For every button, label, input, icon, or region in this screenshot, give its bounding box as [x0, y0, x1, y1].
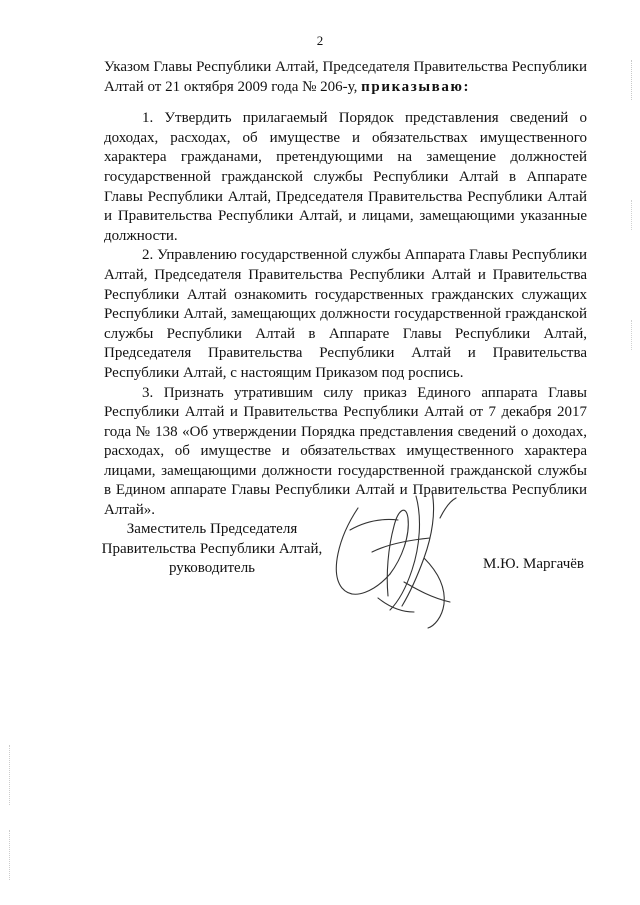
scan-edge-mark [9, 830, 11, 880]
scan-edge-mark [631, 60, 633, 100]
signer-name: М.Ю. Маргачёв [483, 556, 584, 572]
paragraph-1: 1. Утвердить прилагаемый Порядок представления сведений о доходах, расходах, об имуществе и обязательствах имущественного характера гражданами, претендующими на замещение должностей государственной гражданской службы Республики Алтай в Аппарате Главы Республики Алтай, Председателя Правительства Республики Алтай и Правительства Республики Алтай, и лицами, замещающими указанные должности. [104, 110, 587, 244]
paragraph-2: 2. Управлению государственной службы Аппарата Главы Республики Алтай, Председателя Правительства Республики Алтай и Правительства Республики Алтай ознакомить государственных гражданских служащих Республики Алтай, замещающих должности государственной гражданской службы Республики Алтай в Аппарате Главы Республики Алтай, Председателя Правительства Республики Алтай и Правительства Республики Алтай, с настоящим Приказом под роспись. [104, 247, 587, 381]
scan-edge-mark [631, 200, 633, 230]
scan-edge-mark [631, 320, 633, 350]
scan-edge-mark [9, 745, 11, 805]
document-body [104, 58, 587, 521]
signer-position [100, 520, 324, 579]
signer-position-line-3: руководитель [168, 560, 256, 577]
paragraph-3: 3. Признать утратившим силу приказ Единого аппарата Главы Республики Алтай и Правительства Республики Алтай от 7 декабря 2017 года № 138 «Об утверждении Порядка представления сведений о доходах, расходах, об имуществе и обязательствах имущественного характера лицами, замещающими должности государственной гражданской службы в Едином аппарате Главы Республики Алтай и Правительства Республики Алтай». [104, 384, 587, 519]
order-keyword: приказываю: [361, 78, 471, 95]
signer-position-line-2: Правительства Республики Алтай, [101, 540, 323, 557]
intro-text: Указом Главы Республики Алтай, Председателя Правительства Республики Алтай от 21 октября 2009 года № 206-у, [104, 59, 587, 95]
signer-position-line-1: Заместитель Председателя [126, 521, 298, 537]
intro-paragraph [104, 58, 587, 97]
page-number: 2 [316, 33, 324, 48]
